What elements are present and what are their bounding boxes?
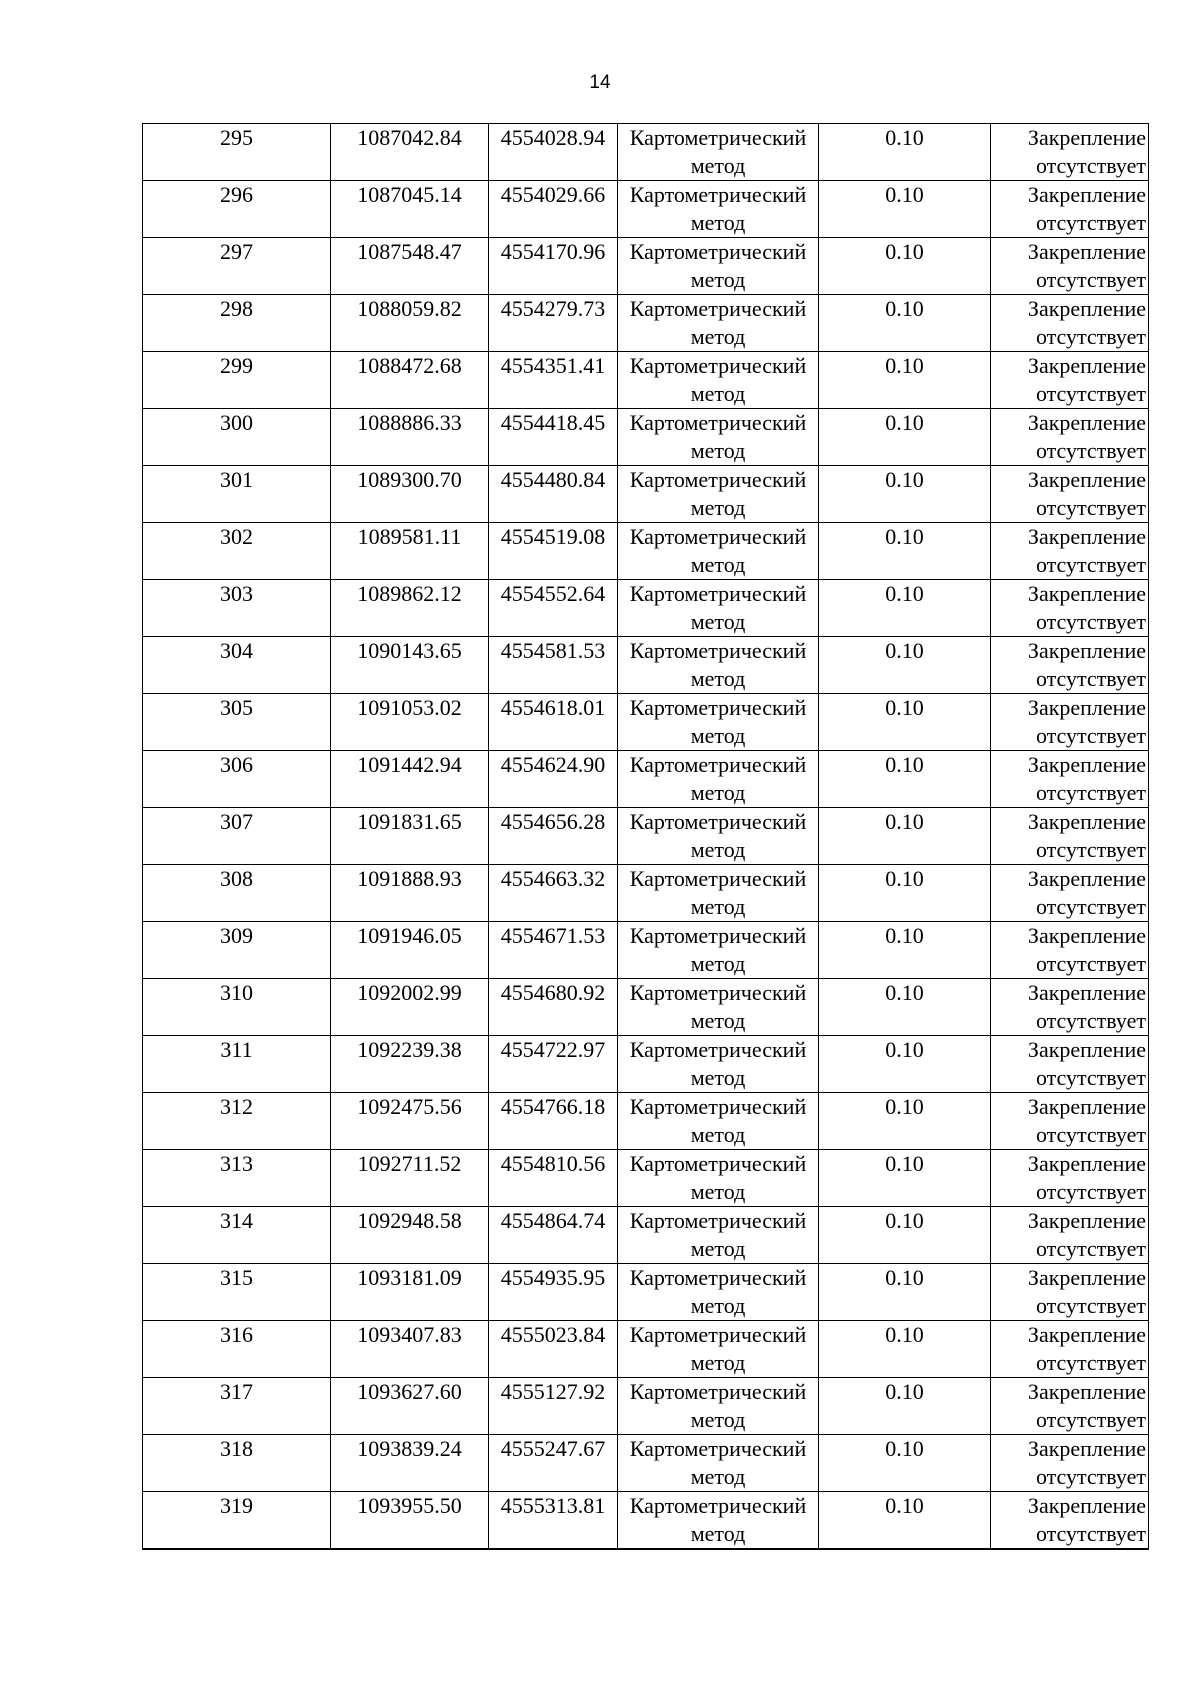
y-coordinate-cell: 4554810.56 [489,1150,618,1207]
y-coordinate-cell: 4555247.67 [489,1435,618,1492]
table-row [143,694,1149,751]
table-row [143,637,1149,694]
accuracy-cell: 0.10 [819,1321,991,1378]
y-coordinate-cell: 4554581.53 [489,637,618,694]
method-cell: Картометрический метод [618,1036,819,1093]
accuracy-cell: 0.10 [819,124,991,181]
method-cell: Картометрический метод [618,1093,819,1150]
y-coordinate-cell: 4554663.32 [489,865,618,922]
x-coordinate-cell: 1092475.56 [331,1093,489,1150]
x-coordinate-cell: 1093181.09 [331,1264,489,1321]
table-row [143,1492,1149,1550]
x-coordinate-cell: 1089862.12 [331,580,489,637]
point-number-cell: 297 [143,238,331,295]
table-row [143,979,1149,1036]
table-row [143,1321,1149,1378]
y-coordinate-cell: 4554935.95 [489,1264,618,1321]
y-coordinate-cell: 4554418.45 [489,409,618,466]
point-number-cell: 310 [143,979,331,1036]
point-number-cell: 302 [143,523,331,580]
fixing-cell: Закрепление отсутствует [991,1378,1149,1435]
y-coordinate-cell: 4554680.92 [489,979,618,1036]
x-coordinate-cell: 1087548.47 [331,238,489,295]
table-row [143,1093,1149,1150]
x-coordinate-cell: 1093627.60 [331,1378,489,1435]
table-row [143,922,1149,979]
table-row [143,181,1149,238]
method-cell: Картометрический метод [618,124,819,181]
fixing-cell: Закрепление отсутствует [991,1036,1149,1093]
accuracy-cell: 0.10 [819,808,991,865]
y-coordinate-cell: 4555023.84 [489,1321,618,1378]
fixing-cell: Закрепление отсутствует [991,1207,1149,1264]
accuracy-cell: 0.10 [819,1435,991,1492]
accuracy-cell: 0.10 [819,409,991,466]
y-coordinate-cell: 4554519.08 [489,523,618,580]
y-coordinate-cell: 4554671.53 [489,922,618,979]
fixing-cell: Закрепление отсутствует [991,1321,1149,1378]
x-coordinate-cell: 1092948.58 [331,1207,489,1264]
table-row [143,238,1149,295]
accuracy-cell: 0.10 [819,1150,991,1207]
x-coordinate-cell: 1088886.33 [331,409,489,466]
accuracy-cell: 0.10 [819,295,991,352]
accuracy-cell: 0.10 [819,1264,991,1321]
point-number-cell: 309 [143,922,331,979]
x-coordinate-cell: 1090143.65 [331,637,489,694]
fixing-cell: Закрепление отсутствует [991,751,1149,808]
point-number-cell: 300 [143,409,331,466]
method-cell: Картометрический метод [618,808,819,865]
table-row [143,1036,1149,1093]
table-row [143,1264,1149,1321]
y-coordinate-cell: 4554029.66 [489,181,618,238]
x-coordinate-cell: 1093407.83 [331,1321,489,1378]
fixing-cell: Закрепление отсутствует [991,922,1149,979]
y-coordinate-cell: 4554656.28 [489,808,618,865]
point-number-cell: 319 [143,1492,331,1550]
accuracy-cell: 0.10 [819,1093,991,1150]
point-number-cell: 313 [143,1150,331,1207]
point-number-cell: 315 [143,1264,331,1321]
fixing-cell: Закрепление отсутствует [991,1492,1149,1550]
x-coordinate-cell: 1091442.94 [331,751,489,808]
x-coordinate-cell: 1087042.84 [331,124,489,181]
y-coordinate-cell: 4554618.01 [489,694,618,751]
y-coordinate-cell: 4554028.94 [489,124,618,181]
accuracy-cell: 0.10 [819,238,991,295]
method-cell: Картометрический метод [618,922,819,979]
x-coordinate-cell: 1089581.11 [331,523,489,580]
x-coordinate-cell: 1088059.82 [331,295,489,352]
point-number-cell: 317 [143,1378,331,1435]
y-coordinate-cell: 4554722.97 [489,1036,618,1093]
y-coordinate-cell: 4554279.73 [489,295,618,352]
accuracy-cell: 0.10 [819,865,991,922]
method-cell: Картометрический метод [618,1150,819,1207]
table-row [143,1435,1149,1492]
method-cell: Картометрический метод [618,637,819,694]
method-cell: Картометрический метод [618,181,819,238]
table-row [143,808,1149,865]
y-coordinate-cell: 4554624.90 [489,751,618,808]
fixing-cell: Закрепление отсутствует [991,523,1149,580]
accuracy-cell: 0.10 [819,1378,991,1435]
fixing-cell: Закрепление отсутствует [991,1435,1149,1492]
fixing-cell: Закрепление отсутствует [991,1150,1149,1207]
x-coordinate-cell: 1092002.99 [331,979,489,1036]
table-row [143,1378,1149,1435]
table-row [143,409,1149,466]
fixing-cell: Закрепление отсутствует [991,238,1149,295]
y-coordinate-cell: 4554864.74 [489,1207,618,1264]
accuracy-cell: 0.10 [819,637,991,694]
method-cell: Картометрический метод [618,751,819,808]
x-coordinate-cell: 1091946.05 [331,922,489,979]
accuracy-cell: 0.10 [819,1036,991,1093]
point-number-cell: 298 [143,295,331,352]
y-coordinate-cell: 4554480.84 [489,466,618,523]
accuracy-cell: 0.10 [819,352,991,409]
table-row [143,1150,1149,1207]
x-coordinate-cell: 1093839.24 [331,1435,489,1492]
fixing-cell: Закрепление отсутствует [991,295,1149,352]
method-cell: Картометрический метод [618,466,819,523]
y-coordinate-cell: 4554170.96 [489,238,618,295]
accuracy-cell: 0.10 [819,1492,991,1550]
point-number-cell: 301 [143,466,331,523]
coordinates-table [142,123,1149,1550]
table-row [143,124,1149,181]
method-cell: Картометрический метод [618,1378,819,1435]
x-coordinate-cell: 1091053.02 [331,694,489,751]
point-number-cell: 314 [143,1207,331,1264]
x-coordinate-cell: 1087045.14 [331,181,489,238]
accuracy-cell: 0.10 [819,181,991,238]
method-cell: Картометрический метод [618,580,819,637]
point-number-cell: 312 [143,1093,331,1150]
table-row [143,523,1149,580]
method-cell: Картометрический метод [618,295,819,352]
table-row [143,295,1149,352]
fixing-cell: Закрепление отсутствует [991,409,1149,466]
y-coordinate-cell: 4554351.41 [489,352,618,409]
method-cell: Картометрический метод [618,523,819,580]
x-coordinate-cell: 1091831.65 [331,808,489,865]
fixing-cell: Закрепление отсутствует [991,580,1149,637]
point-number-cell: 306 [143,751,331,808]
accuracy-cell: 0.10 [819,979,991,1036]
fixing-cell: Закрепление отсутствует [991,352,1149,409]
accuracy-cell: 0.10 [819,580,991,637]
x-coordinate-cell: 1092239.38 [331,1036,489,1093]
x-coordinate-cell: 1088472.68 [331,352,489,409]
fixing-cell: Закрепление отсутствует [991,808,1149,865]
table-row [143,751,1149,808]
point-number-cell: 304 [143,637,331,694]
point-number-cell: 303 [143,580,331,637]
x-coordinate-cell: 1091888.93 [331,865,489,922]
method-cell: Картометрический метод [618,238,819,295]
table-row [143,580,1149,637]
x-coordinate-cell: 1092711.52 [331,1150,489,1207]
fixing-cell: Закрепление отсутствует [991,181,1149,238]
point-number-cell: 311 [143,1036,331,1093]
table-row [143,865,1149,922]
fixing-cell: Закрепление отсутствует [991,1264,1149,1321]
x-coordinate-cell: 1093955.50 [331,1492,489,1550]
accuracy-cell: 0.10 [819,751,991,808]
fixing-cell: Закрепление отсутствует [991,466,1149,523]
method-cell: Картометрический метод [618,1435,819,1492]
fixing-cell: Закрепление отсутствует [991,865,1149,922]
point-number-cell: 307 [143,808,331,865]
x-coordinate-cell: 1089300.70 [331,466,489,523]
method-cell: Картометрический метод [618,1207,819,1264]
table-row [143,466,1149,523]
point-number-cell: 295 [143,124,331,181]
table-row [143,352,1149,409]
fixing-cell: Закрепление отсутствует [991,637,1149,694]
accuracy-cell: 0.10 [819,523,991,580]
accuracy-cell: 0.10 [819,694,991,751]
point-number-cell: 299 [143,352,331,409]
point-number-cell: 308 [143,865,331,922]
point-number-cell: 296 [143,181,331,238]
fixing-cell: Закрепление отсутствует [991,124,1149,181]
method-cell: Картометрический метод [618,865,819,922]
method-cell: Картометрический метод [618,1264,819,1321]
accuracy-cell: 0.10 [819,466,991,523]
point-number-cell: 305 [143,694,331,751]
point-number-cell: 318 [143,1435,331,1492]
method-cell: Картометрический метод [618,979,819,1036]
method-cell: Картометрический метод [618,352,819,409]
method-cell: Картометрический метод [618,1492,819,1550]
coordinates-table-body [143,124,1149,1550]
table-row [143,1207,1149,1264]
y-coordinate-cell: 4554766.18 [489,1093,618,1150]
point-number-cell: 316 [143,1321,331,1378]
page-number: 14 [589,72,611,93]
y-coordinate-cell: 4554552.64 [489,580,618,637]
method-cell: Картометрический метод [618,1321,819,1378]
method-cell: Картометрический метод [618,409,819,466]
y-coordinate-cell: 4555313.81 [489,1492,618,1550]
method-cell: Картометрический метод [618,694,819,751]
y-coordinate-cell: 4555127.92 [489,1378,618,1435]
accuracy-cell: 0.10 [819,1207,991,1264]
fixing-cell: Закрепление отсутствует [991,694,1149,751]
fixing-cell: Закрепление отсутствует [991,1093,1149,1150]
fixing-cell: Закрепление отсутствует [991,979,1149,1036]
accuracy-cell: 0.10 [819,922,991,979]
